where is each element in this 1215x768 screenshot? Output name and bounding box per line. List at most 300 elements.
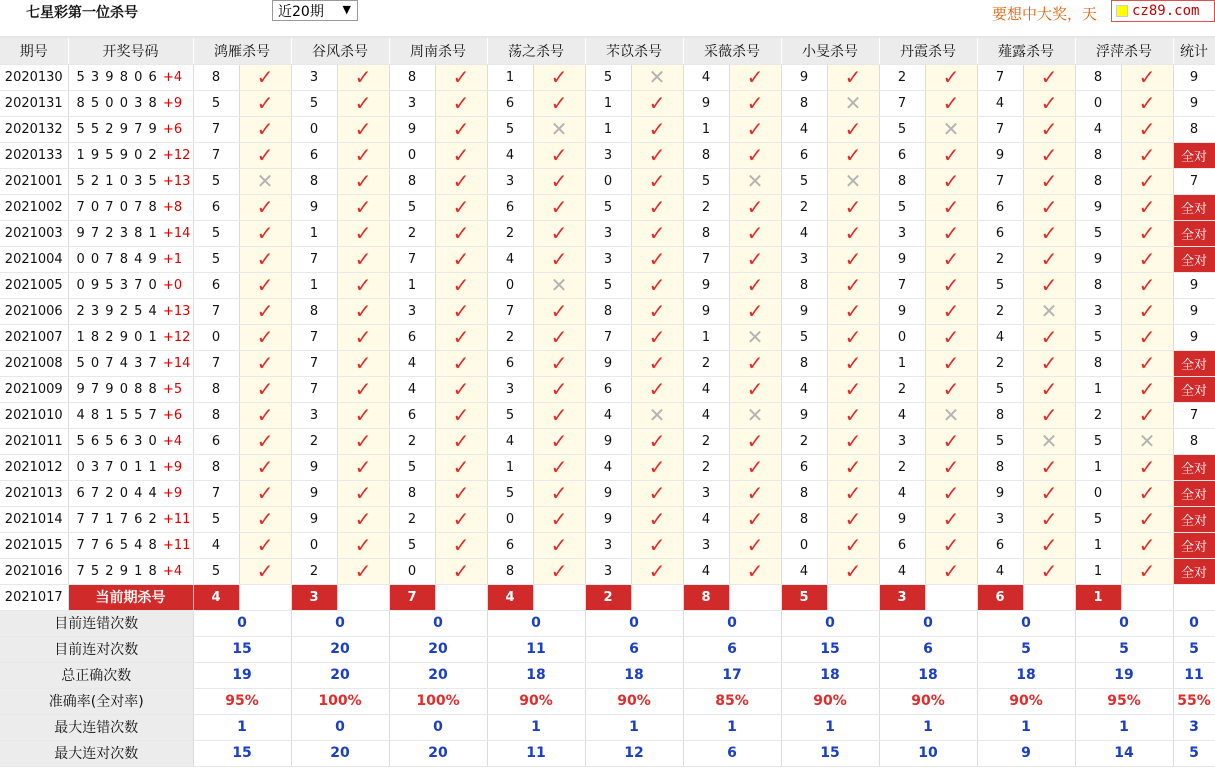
result-mark-cell (435, 506, 487, 532)
kill-number-cell: 7 (193, 350, 239, 376)
check-icon: ✓ (844, 324, 862, 349)
check-icon: ✓ (354, 90, 372, 115)
kill-number-cell: 5 (193, 246, 239, 272)
period-cell: 2021007 (0, 324, 68, 350)
summary-row (0, 610, 1215, 636)
result-mark-cell (1121, 558, 1173, 584)
column-header: 小旻杀号 (781, 38, 879, 64)
kill-number-cell: 6 (193, 272, 239, 298)
result-mark-cell (239, 454, 291, 480)
stat-cell: 8 (1173, 428, 1215, 454)
summary-value: 90% (487, 688, 585, 714)
all-correct-badge: 全对 (1173, 506, 1215, 532)
kill-number-cell: 7 (389, 246, 435, 272)
cross-icon: ✕ (844, 168, 862, 193)
summary-value: 20 (389, 740, 487, 766)
result-mark-cell (827, 194, 879, 220)
summary-value: 11 (1173, 662, 1215, 688)
kill-number-cell: 6 (781, 454, 827, 480)
result-mark-cell (435, 116, 487, 142)
draw-digits: 2 3 9 2 5 4 (76, 303, 158, 319)
kill-number-cell: 2 (683, 454, 729, 480)
summary-value: 5 (977, 636, 1075, 662)
result-mark-cell (729, 194, 781, 220)
summary-value: 90% (879, 688, 977, 714)
check-icon: ✓ (844, 116, 862, 141)
stat-cell: 9 (1173, 64, 1215, 90)
stat-cell: 9 (1173, 324, 1215, 350)
kill-number-cell: 4 (1075, 116, 1121, 142)
check-icon: ✓ (1040, 116, 1058, 141)
result-mark-cell (925, 558, 977, 584)
kill-number-cell: 5 (977, 376, 1023, 402)
kill-number-cell: 5 (389, 194, 435, 220)
summary-value: 1 (585, 714, 683, 740)
period-cell: 2021005 (0, 272, 68, 298)
result-mark-cell (435, 402, 487, 428)
summary-value: 0 (1075, 610, 1173, 636)
result-mark-cell (729, 558, 781, 584)
kill-number-cell: 8 (977, 402, 1023, 428)
result-mark-cell (435, 324, 487, 350)
kill-number-cell: 5 (1075, 324, 1121, 350)
draw-number-cell (68, 246, 193, 272)
result-mark-cell (337, 194, 389, 220)
check-icon: ✓ (354, 220, 372, 245)
result-mark-cell (239, 142, 291, 168)
cross-icon: ✕ (1138, 428, 1156, 453)
check-icon: ✓ (354, 402, 372, 427)
result-mark-cell (1121, 350, 1173, 376)
result-mark-cell (631, 324, 683, 350)
result-mark-cell (435, 454, 487, 480)
draw-sum: +8 (162, 199, 183, 215)
check-icon: ✓ (452, 376, 470, 401)
result-mark-cell (435, 298, 487, 324)
check-icon: ✓ (942, 376, 960, 401)
table-row (0, 272, 1215, 298)
check-icon: ✓ (648, 428, 666, 453)
summary-row (0, 740, 1215, 766)
kill-number-cell: 5 (781, 168, 827, 194)
result-mark-cell (827, 350, 879, 376)
result-mark-cell (239, 194, 291, 220)
result-mark-cell (827, 428, 879, 454)
kill-number-cell: 9 (683, 298, 729, 324)
kill-number-cell: 8 (977, 454, 1023, 480)
result-mark-cell (827, 506, 879, 532)
summary-value: 6 (683, 636, 781, 662)
top-bar (0, 0, 1215, 38)
check-icon: ✓ (1040, 142, 1058, 167)
kill-number-cell: 5 (781, 324, 827, 350)
result-mark-cell (1023, 90, 1075, 116)
kill-number-cell: 4 (781, 558, 827, 584)
check-icon: ✓ (1040, 64, 1058, 89)
check-icon: ✓ (452, 246, 470, 271)
result-mark-cell (729, 246, 781, 272)
check-icon: ✓ (354, 532, 372, 557)
result-mark-cell (631, 116, 683, 142)
summary-value: 0 (585, 610, 683, 636)
result-mark-cell (1023, 272, 1075, 298)
table-row (0, 298, 1215, 324)
cross-icon: ✕ (550, 116, 568, 141)
current-kill-number: 3 (879, 584, 925, 610)
check-icon: ✓ (550, 480, 568, 505)
kill-number-cell: 8 (879, 168, 925, 194)
result-mark-cell (337, 220, 389, 246)
check-icon: ✓ (452, 298, 470, 323)
summary-value: 15 (781, 636, 879, 662)
result-mark-cell (239, 532, 291, 558)
kill-number-cell: 8 (193, 64, 239, 90)
kill-number-cell: 0 (389, 142, 435, 168)
kill-number-cell: 0 (1075, 90, 1121, 116)
result-mark-cell (631, 480, 683, 506)
kill-number-cell: 5 (1075, 428, 1121, 454)
result-mark-cell (533, 298, 585, 324)
check-icon: ✓ (746, 298, 764, 323)
stat-cell: 9 (1173, 272, 1215, 298)
check-icon: ✓ (648, 558, 666, 583)
kill-number-cell: 5 (487, 480, 533, 506)
table-row (0, 324, 1215, 350)
check-icon: ✓ (746, 506, 764, 531)
summary-value: 20 (291, 636, 389, 662)
draw-number-cell (68, 558, 193, 584)
period-select[interactable] (272, 0, 358, 21)
check-icon: ✓ (1040, 168, 1058, 193)
kill-number-cell: 2 (977, 298, 1023, 324)
result-mark-cell (533, 480, 585, 506)
result-mark-cell (337, 142, 389, 168)
check-icon: ✓ (1040, 506, 1058, 531)
kill-number-cell: 8 (1075, 350, 1121, 376)
kill-number-cell: 4 (977, 558, 1023, 584)
summary-value: 1 (977, 714, 1075, 740)
result-mark-cell (827, 532, 879, 558)
result-mark-cell (925, 376, 977, 402)
summary-value: 20 (389, 636, 487, 662)
check-icon: ✓ (550, 142, 568, 167)
result-mark-cell (631, 272, 683, 298)
check-icon: ✓ (844, 298, 862, 323)
check-icon: ✓ (942, 324, 960, 349)
draw-number-cell (68, 376, 193, 402)
kill-number-cell: 4 (193, 532, 239, 558)
all-correct-badge: 全对 (1173, 194, 1215, 220)
check-icon: ✓ (1138, 376, 1156, 401)
empty-cell (1173, 584, 1215, 610)
kill-number-cell: 4 (487, 428, 533, 454)
result-mark-cell (631, 402, 683, 428)
check-icon: ✓ (648, 116, 666, 141)
kill-number-cell: 8 (781, 272, 827, 298)
check-icon: ✓ (942, 90, 960, 115)
draw-sum: +9 (162, 485, 183, 501)
summary-label: 总正确次数 (0, 662, 193, 688)
result-mark-cell (337, 454, 389, 480)
result-mark-cell (631, 532, 683, 558)
result-mark-cell (1023, 428, 1075, 454)
kill-number-cell: 2 (977, 246, 1023, 272)
draw-sum: +13 (162, 173, 191, 189)
kill-number-cell: 8 (389, 480, 435, 506)
kill-number-cell: 9 (1075, 194, 1121, 220)
kill-number-cell: 4 (487, 142, 533, 168)
summary-value: 20 (291, 740, 389, 766)
result-mark-cell (1121, 272, 1173, 298)
empty-cell (827, 584, 879, 610)
result-mark-cell (1023, 506, 1075, 532)
check-icon: ✓ (844, 428, 862, 453)
result-mark-cell (631, 298, 683, 324)
summary-value: 100% (389, 688, 487, 714)
kill-number-cell: 5 (487, 116, 533, 142)
result-mark-cell (533, 428, 585, 454)
result-mark-cell (1121, 376, 1173, 402)
result-mark-cell (533, 194, 585, 220)
current-kill-number: 4 (193, 584, 239, 610)
result-mark-cell (1023, 64, 1075, 90)
result-mark-cell (827, 402, 879, 428)
check-icon: ✓ (844, 194, 862, 219)
all-correct-badge: 全对 (1173, 532, 1215, 558)
kill-number-cell: 2 (879, 64, 925, 90)
draw-digits: 0 0 7 8 4 9 (76, 251, 158, 267)
draw-number-cell (68, 168, 193, 194)
check-icon: ✓ (354, 558, 372, 583)
kill-number-cell: 5 (977, 272, 1023, 298)
kill-number-cell: 6 (977, 532, 1023, 558)
kill-number-cell: 4 (585, 454, 631, 480)
check-icon: ✓ (648, 350, 666, 375)
result-mark-cell (925, 428, 977, 454)
summary-value: 11 (487, 740, 585, 766)
summary-value: 18 (585, 662, 683, 688)
summary-value: 0 (389, 610, 487, 636)
result-mark-cell (239, 428, 291, 454)
kill-number-cell: 2 (683, 350, 729, 376)
draw-number-cell (68, 298, 193, 324)
result-mark-cell (337, 246, 389, 272)
kill-number-cell: 9 (291, 454, 337, 480)
empty-cell (631, 584, 683, 610)
summary-value: 20 (291, 662, 389, 688)
kill-number-cell: 6 (487, 350, 533, 376)
check-icon: ✓ (550, 506, 568, 531)
result-mark-cell (1023, 246, 1075, 272)
result-mark-cell (827, 116, 879, 142)
check-icon: ✓ (354, 324, 372, 349)
kill-number-cell: 9 (879, 506, 925, 532)
kill-number-cell: 6 (977, 194, 1023, 220)
summary-label: 目前连对次数 (0, 636, 193, 662)
result-mark-cell (925, 298, 977, 324)
table-row (0, 376, 1215, 402)
result-mark-cell (1023, 454, 1075, 480)
result-mark-cell (337, 402, 389, 428)
result-mark-cell (631, 142, 683, 168)
cross-icon: ✕ (256, 168, 274, 193)
check-icon: ✓ (746, 454, 764, 479)
summary-row (0, 636, 1215, 662)
kill-number-cell: 8 (1075, 272, 1121, 298)
result-mark-cell (729, 376, 781, 402)
site-badge[interactable] (1111, 0, 1215, 22)
table-row (0, 90, 1215, 116)
summary-value: 5 (1173, 636, 1215, 662)
kill-number-cell: 3 (585, 558, 631, 584)
kill-number-cell: 9 (683, 90, 729, 116)
summary-value: 18 (977, 662, 1075, 688)
summary-value: 14 (1075, 740, 1173, 766)
promo-banner[interactable]: 要想中大奖，天 (992, 5, 1098, 23)
check-icon: ✓ (550, 194, 568, 219)
all-correct-badge: 全对 (1173, 220, 1215, 246)
check-icon: ✓ (452, 90, 470, 115)
check-icon: ✓ (550, 324, 568, 349)
kill-number-cell: 5 (291, 90, 337, 116)
result-mark-cell (925, 246, 977, 272)
result-mark-cell (925, 90, 977, 116)
kill-number-cell: 2 (389, 428, 435, 454)
result-mark-cell (729, 298, 781, 324)
summary-value: 15 (781, 740, 879, 766)
kill-number-cell: 7 (291, 376, 337, 402)
kill-number-cell: 7 (977, 168, 1023, 194)
check-icon: ✓ (256, 90, 274, 115)
kill-number-cell: 6 (879, 532, 925, 558)
check-icon: ✓ (354, 376, 372, 401)
kill-number-cell: 5 (193, 220, 239, 246)
kill-number-cell: 2 (781, 194, 827, 220)
check-icon: ✓ (648, 272, 666, 297)
check-icon: ✓ (354, 480, 372, 505)
check-icon: ✓ (648, 532, 666, 557)
check-icon: ✓ (452, 168, 470, 193)
column-header: 统计 (1173, 38, 1215, 64)
kill-number-cell: 9 (781, 298, 827, 324)
result-mark-cell (729, 402, 781, 428)
check-icon: ✓ (452, 454, 470, 479)
result-mark-cell (729, 350, 781, 376)
check-icon: ✓ (256, 532, 274, 557)
check-icon: ✓ (746, 532, 764, 557)
result-mark-cell (631, 428, 683, 454)
check-icon: ✓ (648, 324, 666, 349)
draw-number-cell (68, 142, 193, 168)
draw-number-cell (68, 90, 193, 116)
all-correct-badge: 全对 (1173, 350, 1215, 376)
kill-number-cell: 1 (1075, 454, 1121, 480)
result-mark-cell (337, 168, 389, 194)
result-mark-cell (533, 168, 585, 194)
kill-number-cell: 8 (781, 90, 827, 116)
result-mark-cell (435, 142, 487, 168)
summary-value: 0 (977, 610, 1075, 636)
check-icon: ✓ (1138, 64, 1156, 89)
empty-cell (533, 584, 585, 610)
kill-number-cell: 7 (193, 142, 239, 168)
result-mark-cell (827, 272, 879, 298)
result-mark-cell (533, 506, 585, 532)
draw-digits: 1 9 5 9 0 2 (76, 147, 158, 163)
kill-number-cell: 7 (879, 272, 925, 298)
check-icon: ✓ (1040, 558, 1058, 583)
kill-number-cell: 4 (781, 220, 827, 246)
check-icon: ✓ (452, 272, 470, 297)
result-mark-cell (239, 402, 291, 428)
check-icon: ✓ (550, 64, 568, 89)
check-icon: ✓ (1138, 532, 1156, 557)
kill-number-cell: 9 (291, 506, 337, 532)
draw-number-cell (68, 272, 193, 298)
table-row (0, 506, 1215, 532)
draw-number-cell (68, 116, 193, 142)
kill-number-cell: 8 (781, 480, 827, 506)
summary-value: 1 (193, 714, 291, 740)
result-mark-cell (1023, 402, 1075, 428)
summary-label: 最大连错次数 (0, 714, 193, 740)
summary-value: 95% (193, 688, 291, 714)
cross-icon: ✕ (746, 324, 764, 349)
draw-number-cell (68, 454, 193, 480)
all-correct-badge: 全对 (1173, 454, 1215, 480)
check-icon: ✓ (1040, 90, 1058, 115)
check-icon: ✓ (354, 454, 372, 479)
cross-icon: ✕ (942, 402, 960, 427)
current-kill-number: 1 (1075, 584, 1121, 610)
check-icon: ✓ (942, 168, 960, 193)
result-mark-cell (1023, 116, 1075, 142)
kill-number-cell: 0 (487, 272, 533, 298)
result-mark-cell (729, 480, 781, 506)
kill-number-cell: 7 (585, 324, 631, 350)
summary-label: 目前连错次数 (0, 610, 193, 636)
kill-number-cell: 0 (193, 324, 239, 350)
table-row (0, 194, 1215, 220)
summary-value: 0 (291, 610, 389, 636)
summary-value: 0 (879, 610, 977, 636)
result-mark-cell (1121, 168, 1173, 194)
summary-value: 11 (487, 636, 585, 662)
summary-label: 准确率(全对率) (0, 688, 193, 714)
draw-digits: 8 5 0 0 3 8 (76, 95, 158, 111)
result-mark-cell (533, 376, 585, 402)
result-mark-cell (1121, 64, 1173, 90)
summary-value: 6 (683, 740, 781, 766)
period-cell: 2020131 (0, 90, 68, 116)
result-mark-cell (533, 142, 585, 168)
kill-number-cell: 3 (487, 376, 533, 402)
check-icon: ✓ (1138, 506, 1156, 531)
kill-number-cell: 3 (683, 532, 729, 558)
check-icon: ✓ (452, 558, 470, 583)
period-cell: 2020130 (0, 64, 68, 90)
kill-number-cell: 2 (977, 350, 1023, 376)
check-icon: ✓ (256, 324, 274, 349)
kill-number-cell: 6 (291, 142, 337, 168)
check-icon: ✓ (1138, 116, 1156, 141)
check-icon: ✓ (354, 428, 372, 453)
table-row (0, 428, 1215, 454)
check-icon: ✓ (844, 272, 862, 297)
column-header: 期号 (0, 38, 68, 64)
result-mark-cell (337, 298, 389, 324)
check-icon: ✓ (550, 168, 568, 193)
